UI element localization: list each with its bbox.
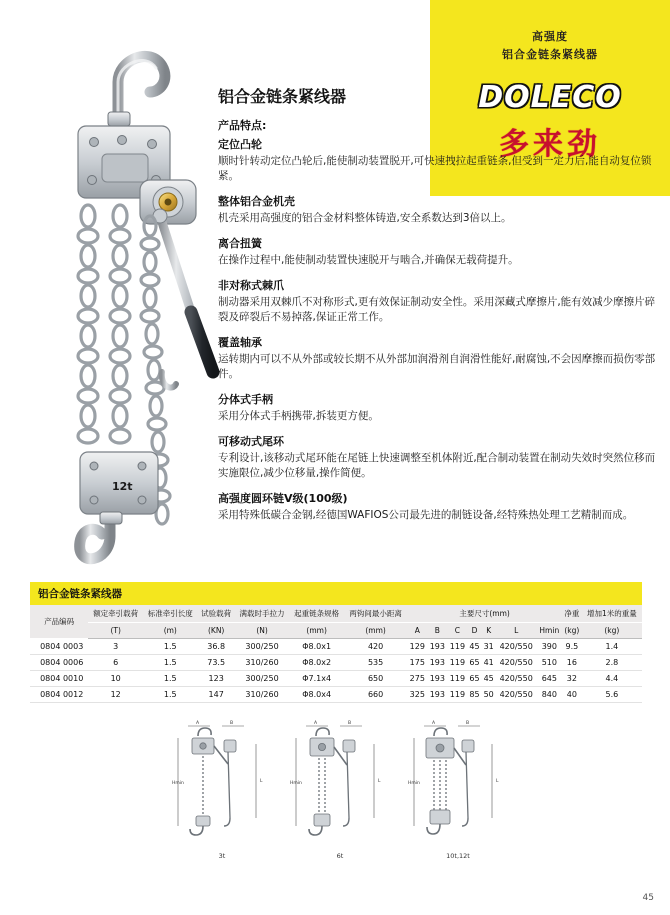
- feature-item: [218, 136, 658, 184]
- feature-subtitle: 整体铝合金机壳: [218, 195, 295, 208]
- cell-dim-k: 31: [483, 642, 494, 651]
- cell-length: 1.5: [163, 642, 177, 651]
- cell-dim-k: 41: [483, 658, 494, 667]
- feature-body: 采用分体式手柄携带,拆装更方便。: [218, 410, 379, 422]
- cell-dim-c: 119: [449, 674, 466, 683]
- banner-title-line1: 高强度: [532, 30, 568, 43]
- cell-chainspec: Φ8.0x1: [302, 642, 332, 651]
- cell-handforce: 310/260: [245, 690, 279, 699]
- cell-length: 1.5: [163, 690, 177, 699]
- feature-body: 机壳采用高强度的铝合金材料整体铸造,安全系数达到3倍以上。: [218, 212, 512, 224]
- unit-extraweight: (kg): [582, 623, 642, 639]
- cell-dim-l: 420/550: [499, 642, 533, 651]
- feature-item: [218, 235, 658, 268]
- cell-dim-a: 129: [409, 642, 425, 651]
- cell-dim-c: 119: [449, 690, 466, 699]
- spec-table-head: [30, 605, 642, 639]
- cell-netweight: 40: [566, 690, 577, 699]
- svg-text:A: A: [432, 721, 436, 726]
- cell-dim-a: 175: [409, 658, 425, 667]
- drawing-10t-12t: [406, 718, 510, 858]
- unit-minhookdist: (mm): [344, 623, 407, 639]
- cell-code: 0804 0006: [40, 658, 84, 667]
- cell-netweight: 9.5: [565, 642, 579, 651]
- drawing-6t-svg: [288, 718, 392, 854]
- cell-dim-d: 85: [469, 690, 480, 699]
- cell-minhookdist: 535: [367, 658, 384, 667]
- cell-dim-hmin: 840: [541, 690, 557, 699]
- page-title: 铝合金链条紧线器: [218, 87, 347, 106]
- svg-text:A: A: [314, 721, 318, 726]
- tail-hook-icon: [162, 372, 176, 388]
- feature-body: 运转期内可以不从外部或较长期不从外部加润滑剂自润滑性能好,耐腐蚀,不会因摩擦而损伤零部件。: [218, 353, 656, 380]
- cell-dim-d: 45: [469, 642, 480, 651]
- table-row: [30, 655, 642, 671]
- spec-header-row-top: [30, 605, 642, 623]
- table-row: [30, 671, 642, 687]
- feature-item: [218, 391, 658, 424]
- cell-chainspec: Φ8.0x4: [302, 690, 332, 699]
- cell-dim-hmin: 510: [541, 658, 557, 667]
- drawing-3t-svg: [170, 718, 274, 854]
- cell-capacity: 12: [110, 690, 121, 699]
- svg-text:L: L: [496, 779, 499, 784]
- cell-dim-b: 193: [429, 674, 445, 683]
- dim-header-a: A: [407, 623, 427, 639]
- cell-dim-k: 50: [483, 690, 494, 699]
- feature-subtitle: 可移动式尾环: [218, 435, 284, 448]
- cell-minhookdist: 650: [367, 674, 384, 683]
- feature-subtitle: 非对称式棘爪: [218, 279, 284, 292]
- cell-netweight: 32: [566, 674, 577, 683]
- cell-dim-hmin: 390: [541, 642, 557, 651]
- cell-testload: 123: [208, 674, 224, 683]
- cell-extraweight: 5.6: [605, 690, 619, 699]
- unit-length: (m): [143, 623, 198, 639]
- feature-item: [218, 193, 658, 226]
- cell-dim-l: 420/550: [499, 658, 533, 667]
- capacity-badge: 12t: [112, 480, 133, 493]
- features-heading: 产品特点:: [218, 119, 267, 132]
- feature-subtitle: 高强度圆环链V级(100级): [218, 492, 348, 505]
- dim-header-k: K: [482, 623, 496, 639]
- product-description: [218, 84, 658, 532]
- drawing-label: 3t: [218, 852, 226, 860]
- cell-dim-d: 65: [469, 658, 480, 667]
- col-header-length: 标准牵引长度: [143, 605, 198, 623]
- feature-item: [218, 277, 658, 325]
- feature-item: [218, 334, 658, 382]
- cell-capacity: 6: [113, 658, 119, 667]
- banner-title-line2: 铝合金链条紧线器: [502, 48, 598, 61]
- logo-chinese-text: 多来劲: [499, 127, 601, 162]
- cell-capacity: 3: [113, 642, 119, 651]
- col-header-dimensions: 主要尺寸(mm): [407, 605, 562, 623]
- unit-chainspec: (mm): [289, 623, 344, 639]
- drawing-3t: [170, 718, 274, 858]
- feature-body: 在操作过程中,能使制动装置快速脱开与啮合,并确保无载荷提升。: [218, 254, 519, 266]
- cell-dim-c: 119: [449, 642, 466, 651]
- lever-handle: [153, 209, 213, 372]
- svg-text:A: A: [196, 721, 200, 726]
- svg-text:B: B: [230, 721, 234, 726]
- feature-body: 顺时针转动定位凸轮后,能使制动装置脱开,可快速拽拉起重链条,但受到一定力后,能自动复位锁紧。: [218, 155, 652, 182]
- table-row: [30, 687, 642, 703]
- feature-subtitle: 覆盖轴承: [218, 336, 262, 349]
- page-number: 45: [642, 893, 654, 903]
- cell-testload: 73.5: [207, 658, 226, 667]
- cell-extraweight: 1.4: [605, 642, 619, 651]
- unit-testload: (KN): [198, 623, 235, 639]
- feature-item: [218, 490, 658, 523]
- feature-body: 采用特殊低碳合金钢,经德国WAFIOS公司最先进的制链设备,经特殊热处理工艺精制而成。: [218, 509, 634, 521]
- cell-dim-hmin: 645: [541, 674, 557, 683]
- feature-body: 制动器采用双棘爪不对称形式,更有效保证制动安全性。采用深藏式摩擦片,能有效减少摩擦片碎裂及碎裂后不易掉落,保证正常工作。: [218, 296, 656, 323]
- dim-header-b: B: [427, 623, 447, 639]
- cell-chainspec: Φ8.0x2: [302, 658, 332, 667]
- spec-header-row-units: [30, 623, 642, 639]
- col-header-chainspec: 起重链条规格: [289, 605, 344, 623]
- spec-table-section: [30, 582, 642, 703]
- spec-table-caption: 铝合金链条紧线器: [30, 582, 642, 605]
- drawing-6t: [288, 718, 392, 858]
- cell-netweight: 16: [566, 658, 577, 667]
- cell-code: 0804 0010: [40, 674, 84, 683]
- product-photo: [10, 20, 220, 580]
- col-header-minhookdist: 两钩间最小距离: [344, 605, 407, 623]
- hoist-body: [78, 126, 196, 224]
- lever-hoist-illustration: [10, 20, 220, 580]
- cell-testload: 147: [208, 690, 224, 699]
- cell-dim-b: 193: [429, 642, 445, 651]
- spec-table: [30, 605, 642, 703]
- col-header-testload: 试验载荷: [198, 605, 235, 623]
- table-row: [30, 639, 642, 655]
- feature-item: [218, 433, 658, 481]
- cell-extraweight: 4.4: [605, 674, 619, 683]
- dim-header-hmin: Hmin: [537, 623, 562, 639]
- col-header-extraweight: 增加1米的重量: [582, 605, 642, 623]
- svg-text:L: L: [260, 779, 263, 784]
- col-header-handforce: 满载时手拉力: [235, 605, 290, 623]
- banner-title: [430, 0, 670, 64]
- col-header-capacity: 额定牵引载荷: [88, 605, 143, 623]
- svg-text:L: L: [378, 779, 381, 784]
- cell-handforce: 300/250: [245, 674, 279, 683]
- cell-capacity: 10: [110, 674, 121, 683]
- svg-text:Hmin: Hmin: [290, 781, 302, 786]
- cell-code: 0804 0012: [40, 690, 84, 699]
- cell-length: 1.5: [163, 658, 177, 667]
- cell-testload: 36.8: [207, 642, 226, 651]
- cell-handforce: 310/260: [245, 658, 279, 667]
- bottom-hook-icon: [80, 512, 122, 559]
- top-hook-icon: [108, 56, 165, 126]
- col-header-netweight: 净重: [562, 605, 582, 623]
- cell-length: 1.5: [163, 674, 177, 683]
- cell-dim-b: 193: [429, 690, 445, 699]
- drawing-label: 6t: [336, 852, 344, 860]
- feature-subtitle: 离合扭簧: [218, 237, 262, 250]
- col-header-code: 产品编码: [30, 605, 88, 639]
- feature-subtitle: 分体式手柄: [218, 393, 273, 406]
- cell-chainspec: Φ7.1x4: [302, 674, 332, 683]
- unit-capacity: (T): [88, 623, 143, 639]
- cell-minhookdist: 660: [367, 690, 384, 699]
- cell-dim-c: 119: [449, 658, 466, 667]
- cell-dim-l: 420/550: [499, 674, 533, 683]
- cell-dim-a: 325: [409, 690, 425, 699]
- svg-text:B: B: [348, 721, 352, 726]
- dim-header-c: C: [447, 623, 467, 639]
- drawing-label: 10t,12t: [446, 852, 470, 860]
- cell-handforce: 300/250: [245, 642, 279, 651]
- cell-dim-a: 275: [409, 674, 425, 683]
- feature-body: 专利设计,该移动式尾环能在尾链上快速调整至机体附近,配合制动装置在制动失效时突然位移而实施限位,减少位移量,操作简便。: [218, 452, 656, 479]
- svg-text:Hmin: Hmin: [408, 781, 420, 786]
- svg-text:B: B: [466, 721, 470, 726]
- feature-subtitle: 定位凸轮: [218, 138, 262, 151]
- cell-dim-l: 420/550: [499, 690, 533, 699]
- cell-code: 0804 0003: [40, 642, 84, 651]
- drawing-10t-12t-svg: [406, 718, 510, 854]
- dim-header-d: D: [467, 623, 481, 639]
- logo-latin-text: DOLECO: [478, 80, 622, 115]
- spec-table-body: [30, 639, 642, 703]
- unit-netweight: (kg): [562, 623, 582, 639]
- cell-dim-b: 193: [429, 658, 445, 667]
- dimension-drawings: [170, 718, 510, 858]
- svg-text:Hmin: Hmin: [172, 781, 184, 786]
- cell-minhookdist: 420: [367, 642, 384, 651]
- cell-dim-d: 65: [469, 674, 480, 683]
- dim-header-l: L: [496, 623, 537, 639]
- unit-handforce: (N): [235, 623, 290, 639]
- bottom-block: [80, 452, 158, 514]
- cell-dim-k: 45: [483, 674, 494, 683]
- cell-extraweight: 2.8: [605, 658, 619, 667]
